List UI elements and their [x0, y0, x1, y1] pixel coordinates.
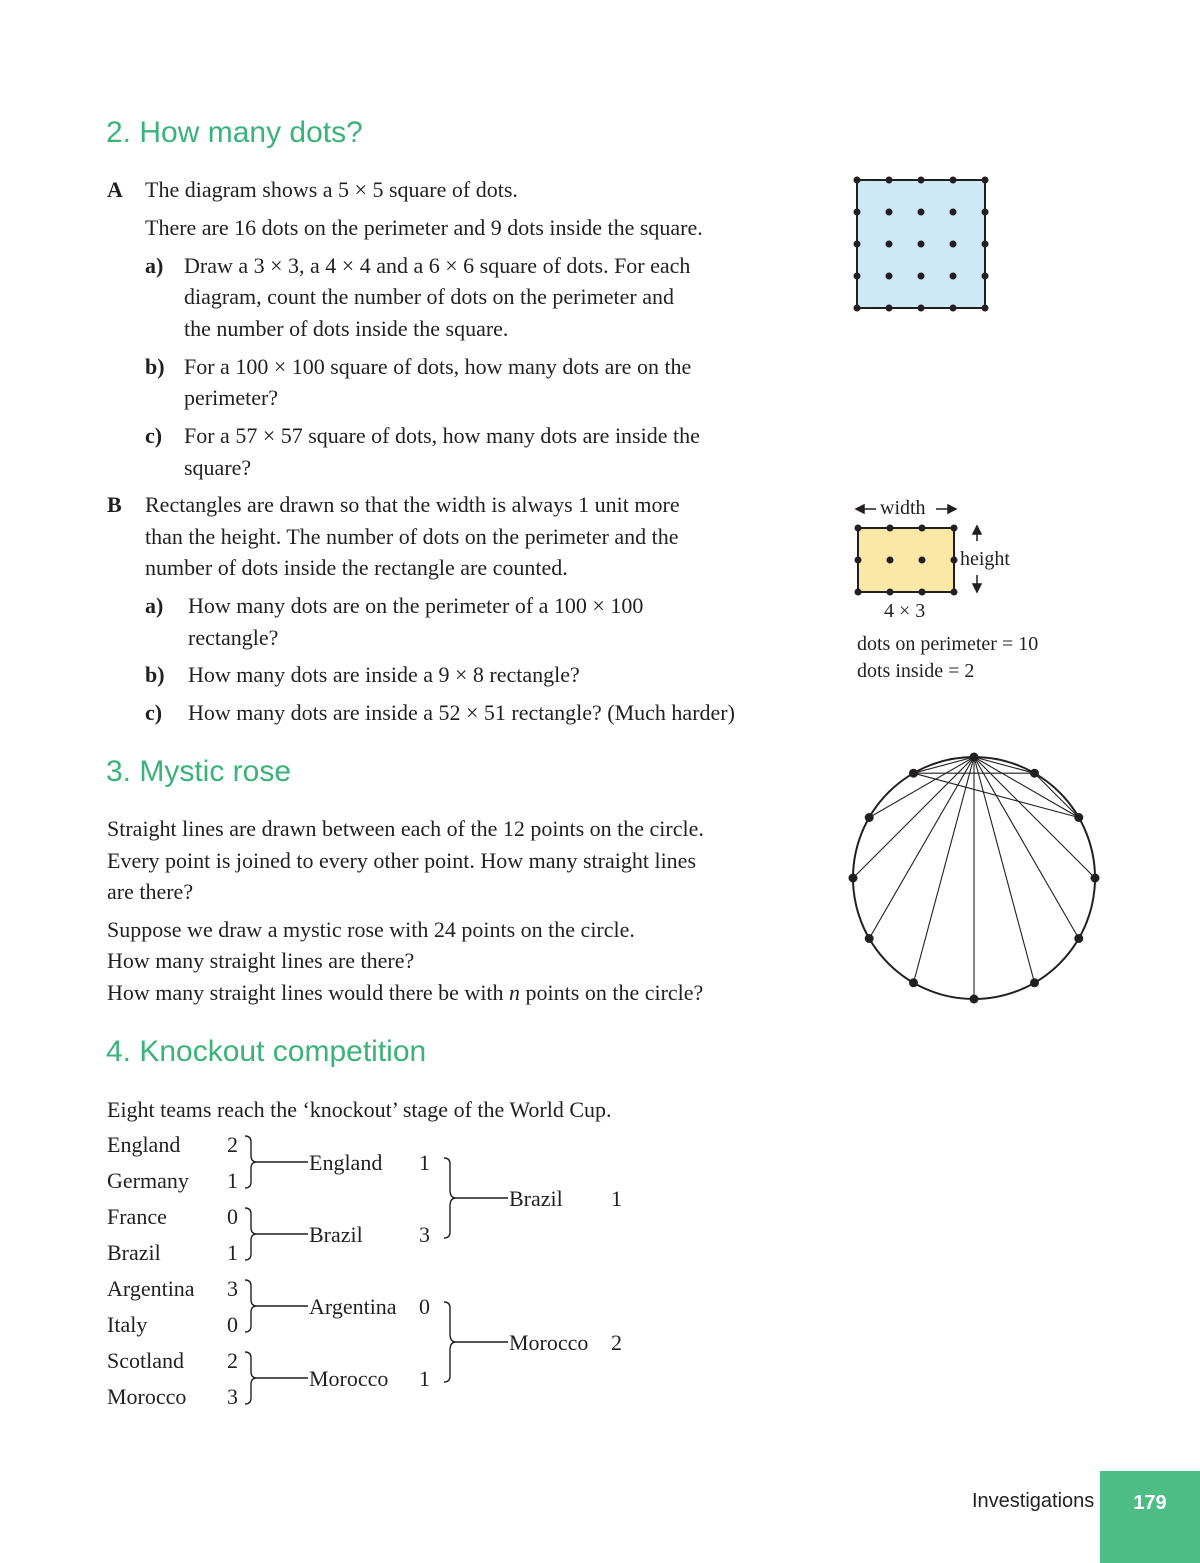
rectangle-size-label: 4 × 3 [884, 600, 926, 622]
inside-count-text: dots inside = 2 [857, 660, 975, 682]
mystic-para-1-line-2: Every point is joined to every other point. How many straight lines [107, 848, 697, 873]
r1-score: 0 [227, 1312, 238, 1337]
part-b-a-label: a) [145, 593, 164, 618]
r2-score: 0 [419, 1294, 430, 1319]
r1-team: Morocco [107, 1384, 187, 1409]
perimeter-count-text: dots on perimeter = 10 [857, 633, 1039, 655]
mystic-q-pre: How many straight lines would there be with [107, 980, 510, 1005]
section-2-title: 2. How many dots? [106, 116, 363, 149]
r2-team: Brazil [309, 1222, 363, 1247]
r1-team: Brazil [107, 1240, 161, 1265]
part-b-b-line-1: How many dots are inside a 9 × 8 rectangle? [188, 662, 580, 687]
mystic-q-variable: n [509, 980, 521, 1005]
r1-score: 3 [227, 1276, 238, 1301]
part-a-line-1: The diagram shows a 5 × 5 square of dots. [145, 177, 518, 202]
mystic-q-post: points on the circle? [520, 980, 704, 1005]
r1-team: England [107, 1132, 181, 1157]
mystic-para-1-line-3: are there? [107, 879, 194, 904]
part-a-label: A [107, 177, 123, 202]
part-b-line-3: number of dots inside the rectangle are counted. [145, 555, 568, 580]
section-4-title: 4. Knockout competition [106, 1035, 427, 1068]
r3-score: 2 [611, 1330, 622, 1355]
r1-brace [245, 1136, 257, 1188]
r1-score: 3 [227, 1384, 238, 1409]
part-b-line-1: Rectangles are drawn so that the width is always 1 unit more [145, 492, 680, 517]
part-b-c-label: c) [145, 700, 163, 725]
part-a-b-line-1: For a 100 × 100 square of dots, how many dots are on the [184, 354, 692, 379]
r1-score: 1 [227, 1168, 238, 1193]
r2-score: 1 [419, 1366, 430, 1391]
knockout-intro: Eight teams reach the ‘knockout’ stage of the World Cup. [107, 1097, 612, 1122]
r1-score: 2 [227, 1132, 238, 1157]
r2-team: Argentina [309, 1294, 397, 1319]
r1-team: Germany [107, 1168, 189, 1193]
r1-score: 0 [227, 1204, 238, 1229]
part-b-line-2: than the height. The number of dots on the perimeter and the [145, 524, 679, 549]
part-a-a-label: a) [145, 253, 164, 278]
width-label: width [880, 497, 926, 519]
mystic-para-1-line-1: Straight lines are drawn between each of the 12 points on the circle. [107, 816, 704, 841]
height-label: height [960, 548, 1010, 570]
r2-team: England [309, 1150, 383, 1175]
r2-brace [444, 1158, 456, 1238]
r3-team: Morocco [509, 1330, 589, 1355]
r2-score: 1 [419, 1150, 430, 1175]
part-b-b-label: b) [145, 662, 165, 687]
part-b-c-line-1: How many dots are inside a 52 × 51 rectangle? (Much harder) [188, 700, 735, 725]
part-b-a-line-2: rectangle? [188, 625, 279, 650]
part-a-a-line-3: the number of dots inside the square. [184, 316, 509, 341]
part-a-c-line-2: square? [184, 455, 252, 480]
r1-brace [245, 1280, 257, 1332]
part-a-b-label: b) [145, 354, 165, 379]
r1-score: 2 [227, 1348, 238, 1373]
part-a-c-label: c) [145, 423, 163, 448]
part-b-label: B [107, 492, 122, 517]
page-number: 179 [1100, 1471, 1200, 1563]
part-a-a-line-1: Draw a 3 × 3, a 4 × 4 and a 6 × 6 square of dots. For each [184, 253, 691, 278]
r2-team: Morocco [309, 1366, 389, 1391]
mystic-para-2-line-1: Suppose we draw a mystic rose with 24 points on the circle. [107, 917, 635, 942]
part-a-line-2: There are 16 dots on the perimeter and 9 dots inside the square. [145, 215, 703, 240]
r2-score: 3 [419, 1222, 430, 1247]
footer-section-label: Investigations [972, 1490, 1095, 1512]
r1-team: Scotland [107, 1348, 184, 1373]
r1-brace [245, 1208, 257, 1260]
mystic-para-2-line-2: How many straight lines are there? [107, 948, 415, 973]
r1-brace [245, 1352, 257, 1404]
part-a-a-line-2: diagram, count the number of dots on the perimeter and [184, 284, 674, 309]
part-b-a-line-1: How many dots are on the perimeter of a 100 × 100 [188, 593, 644, 618]
r3-score: 1 [611, 1186, 622, 1211]
r3-team: Brazil [509, 1186, 563, 1211]
r1-team: Italy [107, 1312, 148, 1337]
r1-score: 1 [227, 1240, 238, 1265]
part-a-b-line-2: perimeter? [184, 385, 279, 410]
r1-team: Argentina [107, 1276, 195, 1301]
r2-brace [444, 1302, 456, 1382]
part-a-c-line-1: For a 57 × 57 square of dots, how many dots are inside the [184, 423, 700, 448]
section-3-title: 3. Mystic rose [106, 755, 292, 788]
r1-team: France [107, 1204, 167, 1229]
